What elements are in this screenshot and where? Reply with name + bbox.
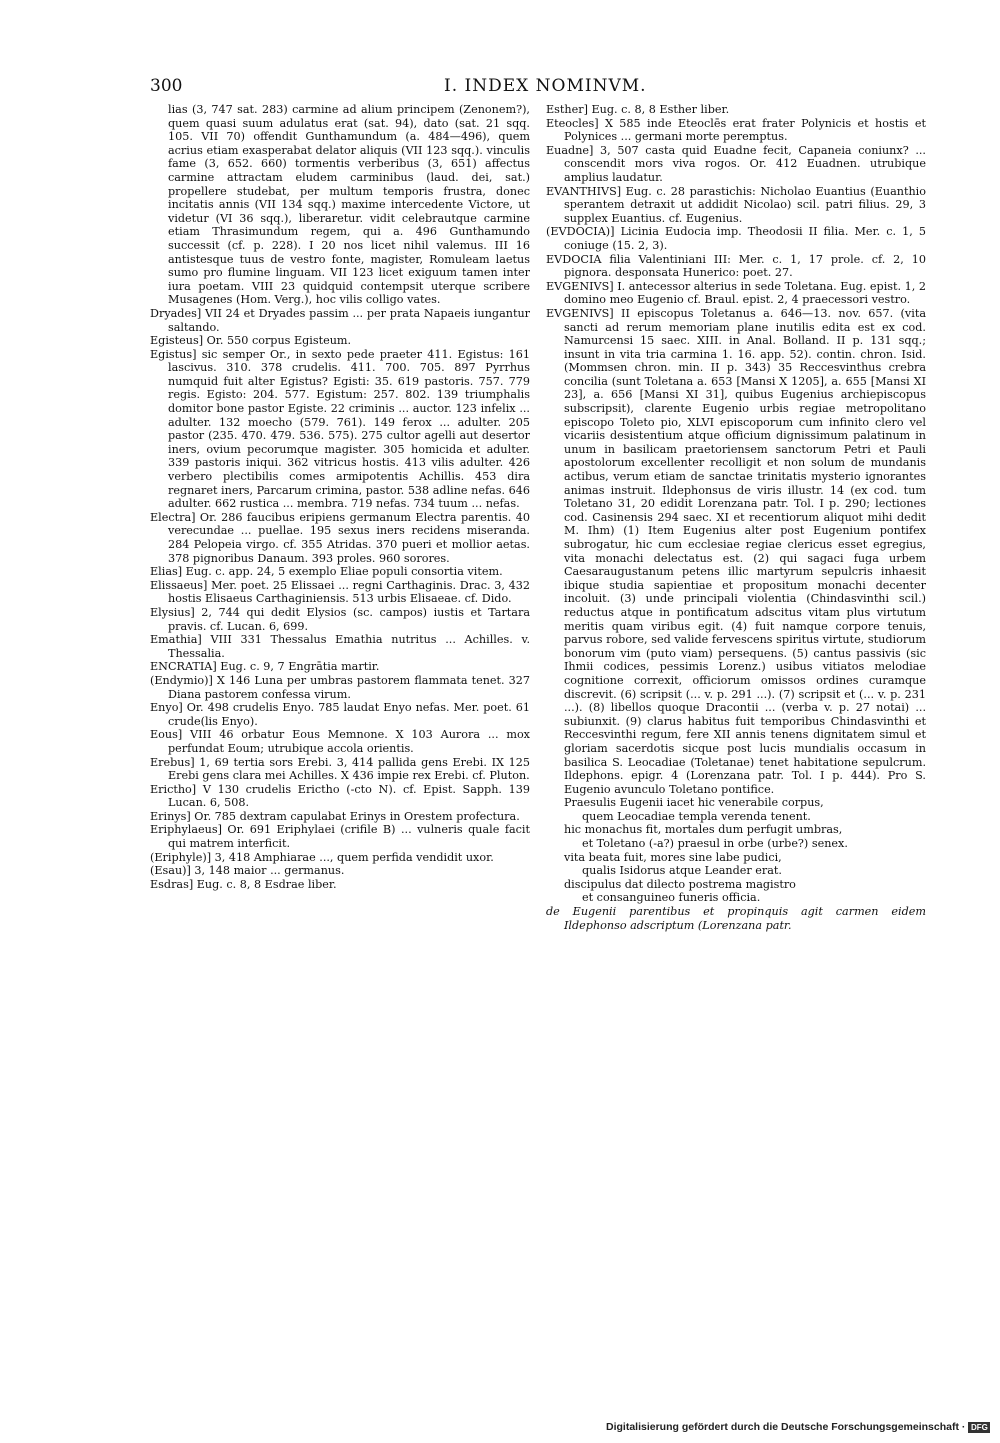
- running-title: I. INDEX NOMINVM.: [444, 76, 647, 96]
- left-column-entry: Eriphylaeus] Or. 691 Eriphylaei (crifile B) ... vulneris quale facit qui matrem interficit.: [150, 823, 530, 851]
- left-column-entry: Esdras] Eug. c. 8, 8 Esdrae liber.: [150, 877, 337, 891]
- right-column-entry: quem Leocadiae templa verenda tenent.: [582, 809, 811, 823]
- footer-text: Digitalisierung gefördert durch die Deutsche Forschungsgemeinschaft ·: [606, 1421, 966, 1433]
- right-column-entry: discipulus dat dilecto postrema magistro: [564, 877, 796, 891]
- right-column: [546, 103, 926, 932]
- left-column-entry: Dryades] VII 24 et Dryades passim ... per prata Napaeis iungantur saltando.: [150, 306, 530, 334]
- left-column-entry: (Endymio)] X 146 Luna per umbras pastorem flammata tenet. 327 Diana pastorem confessa virum.: [150, 673, 530, 701]
- page-number: 300: [150, 76, 183, 96]
- left-column-entry: Erinys] Or. 785 dextram capulabat Erinys in Orestem profectura.: [150, 809, 520, 823]
- right-column-entry: hic monachus fit, mortales dum perfugit umbras,: [564, 823, 843, 837]
- dfg-logo: DFG: [968, 1422, 990, 1433]
- left-column-entry: Erebus] 1, 69 tertia sors Erebi. 3, 414 pallida gens Erebi. IX 125 Erebi gens clara mei Achilles. X 436 impie rex Erebi. cf. Pluton.: [150, 755, 530, 783]
- left-column-entry: Emathia] VIII 331 Thessalus Emathia nutritus ... Achilles. v. Thessalia.: [150, 633, 530, 660]
- left-column-entry: lias (3, 747 sat. 283) carmine ad alium principem (Zenonem?), quem quasi suum adulatus erat (sat. 94), dato (sat. 21 sqq. 105. VII 70) offendit Gunthamundum (a. 484—496), quem acrius etiam exasperabat delator aliquis (VII 123 sqq.). vinculis fame (3, 652. 660) tormentis verberibus (3, 651) affectus carmine attractam eludem carminibus (laud. dei, sat.) propellere studebat, per multum temporis frustra, donec incitatis annis (VII 134 sqq.) maxime intercedente Victore, ut videtur (VI 36 sqq.), liberaretur. vidit celebrautque carmine etiam Thrasimundum regem, qui a. 496 Gunthamundo successit (cf. p. 228). I 20 nos licet nihil valemus. III 16 antistesque tuus de vestro fonte, magister, Romuleam laetus sumo pro flumine linguam. VII 123 licet exiguum tamen inter iura poetam. VIII 23 quidquid contempsit uterque scribere Musagenes (Hom. Verg.), hoc vilis colligo vates.: [168, 103, 530, 307]
- right-column-entry: Praesulis Eugenii iacet hic venerabile corpus,: [564, 796, 824, 810]
- left-column-entry: Enyo] Or. 498 crudelis Enyo. 785 laudat Enyo nefas. Mer. poet. 61 crude(lis Enyo).: [150, 701, 530, 728]
- right-column-entry: qualis Isidorus atque Leander erat.: [582, 864, 782, 878]
- footer-credit: [606, 1421, 986, 1437]
- page-header: [150, 76, 926, 100]
- left-column-entry: Egistus] sic semper Or., in sexto pede praeter 411. Egistus: 161 lascivus. 310. 378 crudelis. 411. 700. 705. 897 Pyrrhus numquid fuit alter Egistus? Egisti: 35. 619 pastoris. 757. 779 regis. Egisto: 204. 577. Egistum: 257. 802. 139 triumphalis domitor bone pastor Egiste. 22 criminis ... auctor. 123 infelix ... adulter. 132 moecho (579. 761). 149 ferox ... adulter. 205 pastor (235. 470. 479. 536. 575). 275 cultor agelli aut desertor iners, ovium pecorumque magister. 305 homicida et adulter. 339 pastoris iniqui. 362 vitricus hostis. 413 vilis adulter. 426 verbero plectibilis comes armipotentis Achillis. 453 dira regnaret iners, Parcarum crimina, pastor. 538 adline nefas. 646 adulter. 662 rustica ... membra. 719 nefas. 734 tuum ... nefas.: [150, 347, 530, 511]
- left-column-entry: Egisteus] Or. 550 corpus Egisteum.: [150, 334, 352, 348]
- left-column-entry: Elissaeus] Mer. poet. 25 Elissaei ... regni Carthaginis. Drac. 3, 432 hostis Elisaeus Carthaginiensis. 513 urbis Elisaeae. cf. Dido.: [150, 578, 530, 606]
- left-column-entry: Eous] VIII 46 orbatur Eous Memnone. X 103 Aurora ... mox perfundat Eoum; utrubique accola orientis.: [150, 728, 530, 755]
- left-column-entry: Erictho] V 130 crudelis Erictho (-cto N). cf. Epist. Sapph. 139 Lucan. 6, 508.: [150, 782, 530, 810]
- right-column-entry: Esther] Eug. c. 8, 8 Esther liber.: [546, 103, 730, 116]
- right-column-entry: EVGENIVS] II episcopus Toletanus a. 646—13. nov. 657. (vita sancti ad rerum memoriam plane inutilis edita est ex cod. Namurcensi 15 saec. XIII. in Anal. Bolland. II p. 131 sqq.; insunt in vita tria carmina 1. 16. app. 52). contin. chron. Isid. (Mommsen chron. min. II p. 343) 35 Reccesvinthus crebra concilia (sunt Toletana a. 653 [Mansi X 1205], a. 655 [Mansi XI 23], a. 656 [Mansi XI 31], quibus Eugenius archiepiscopus subscripsit), clarente Eugenio urbis regiae metropolitano episcopo Toleto pio, XLVI episcoporum cum infinito clero vel vicariis desistentium atque officium dignissimum palatinum in unum in basilicam praetoriensem sanctorum Petri et Pauli apostolorum excellenter recolligit et non solum de mundanis actibus, verum etiam de sanctae trinitatis mysterio ignorantes animas instruit. Ildephonsus de viris illustr. 14 (ex cod. tum Toletano 31, 20 edidit Lorenzana patr. Tol. I p. 290; lectiones cod. Casinensis 294 saec. XI et recentiorum aliquot mihi dedit M. Ihm) (1) Item Eugenius alter post Eugenium pontifex subrogatur, hic cum ecclesiae regiae clericus esset egregius, vita monachi delectatus est. (2) qui sagaci fuga urbem Caesaraugustanum petens illic martyrum sepulcris inhaesit ibique studia sapientiae et propositum monachi decenter incoluit. (3) unde principali violentia (Chindasvinthi scil.) reductus atque in pontificatum adscitus vitam plus virtutum meritis quam viribus egit. (4) fuit namque corpore tenuis, parvus robore, sed valide fervescens spiritus virtute, studiorum bonorum vim (puto viam) persequens. (5) cantus passivis (sic Ihmii codices, pessimis Lorenz.) usibus vitiatos melodiae cognitione correxit, officiorum omissos ordines curamque discrevit. (6) scripsit (... v. p. 291 ...). (7) scripsit et (... v. p. 231 ...). (8) libellos quoque Dracontii ... (verba v. p. 27 notai) ... subiunxit. (9) clarus habitus fuit temporibus Chindasvinthi et Reccesvinthi regum, fere XII annis tenens dignitatem simul et gloriam sacerdotis sicque post lucis mundialis occasum in basilica S. Leocadiae (Toletanae) tenet habitatione sepulcrum. Ildephons. epigr. 4 (Lorenzana patr. Tol. I p. 444). Pro S. Eugenio avunculo Toletano pontifice.: [546, 306, 926, 796]
- left-column: [150, 103, 530, 891]
- right-column-entry: EVGENIVS] I. antecessor alterius in sede Toletana. Eug. epist. 1, 2 domino meo Eugenio cf. Braul. epist. 2, 4 praecessori vestro.: [546, 279, 926, 307]
- right-column-entry: (EVDOCIA)] Licinia Eudocia imp. Theodosii II filia. Mer. c. 1, 5 coniuge (15. 2, 3).: [546, 225, 926, 252]
- right-column-entry: et consanguineo funeris officia.: [582, 891, 761, 905]
- left-column-entry: (Esau)] 3, 148 maior ... germanus.: [150, 864, 345, 878]
- right-column-entry: Euadne] 3, 507 casta quid Euadne fecit, Capaneia coniunx? ... conscendit mors viva rogos. Or. 412 Euadnen. utrubique amplius laudatur.: [546, 143, 926, 184]
- right-column-entry: et Toletano (-a?) praesul in orbe (urbe?) senex.: [582, 837, 848, 851]
- right-column-entry: EVANTHIVS] Eug. c. 28 parastichis: Nicholao Euantius (Euanthio sperantem detraxit ut addidit Nicolao) scil. patri filius. 29, 3 supplex Euantius. cf. Eugenius.: [546, 184, 926, 225]
- left-column-entry: (Eriphyle)] 3, 418 Amphiarae ..., quem perfida vendidit uxor.: [150, 850, 494, 864]
- left-column-entry: Elysius] 2, 744 qui dedit Elysios (sc. campos) iustis et Tartara pravis. cf. Lucan. 6, 699.: [150, 605, 530, 633]
- right-column-entry: Eteocles] X 585 inde Eteoclēs erat frater Polynicis et hostis et Polynices ... germani morte peremptus.: [546, 116, 926, 144]
- left-column-entry: ENCRATIA] Eug. c. 9, 7 Engrātia martir.: [150, 660, 380, 674]
- left-column-entry: Electra] Or. 286 faucibus eripiens germanum Electra parentis. 40 verecundae ... puellae. 195 sexus iners recidens miseranda. 284 Pelopeia virgo. cf. 355 Atridas. 370 pueri et mollior aetas. 378 pignoribus Danaum. 393 proles. 960 sorores.: [150, 510, 530, 565]
- left-column-entry: Elias] Eug. c. app. 24, 5 exemplo Eliae populi consortia vitem.: [150, 565, 503, 579]
- right-column-entry: EVDOCIA filia Valentiniani III: Mer. c. 1, 17 prole. cf. 2, 10 pignora. desponsata Hunerico: poet. 27.: [546, 252, 926, 280]
- right-column-entry: vita beata fuit, mores sine labe pudici,: [564, 850, 782, 864]
- right-column-entry: de Eugenii parentibus et propinquis agit carmen eidem Ildephonso adscriptum (Lorenzana patr.: [546, 905, 926, 932]
